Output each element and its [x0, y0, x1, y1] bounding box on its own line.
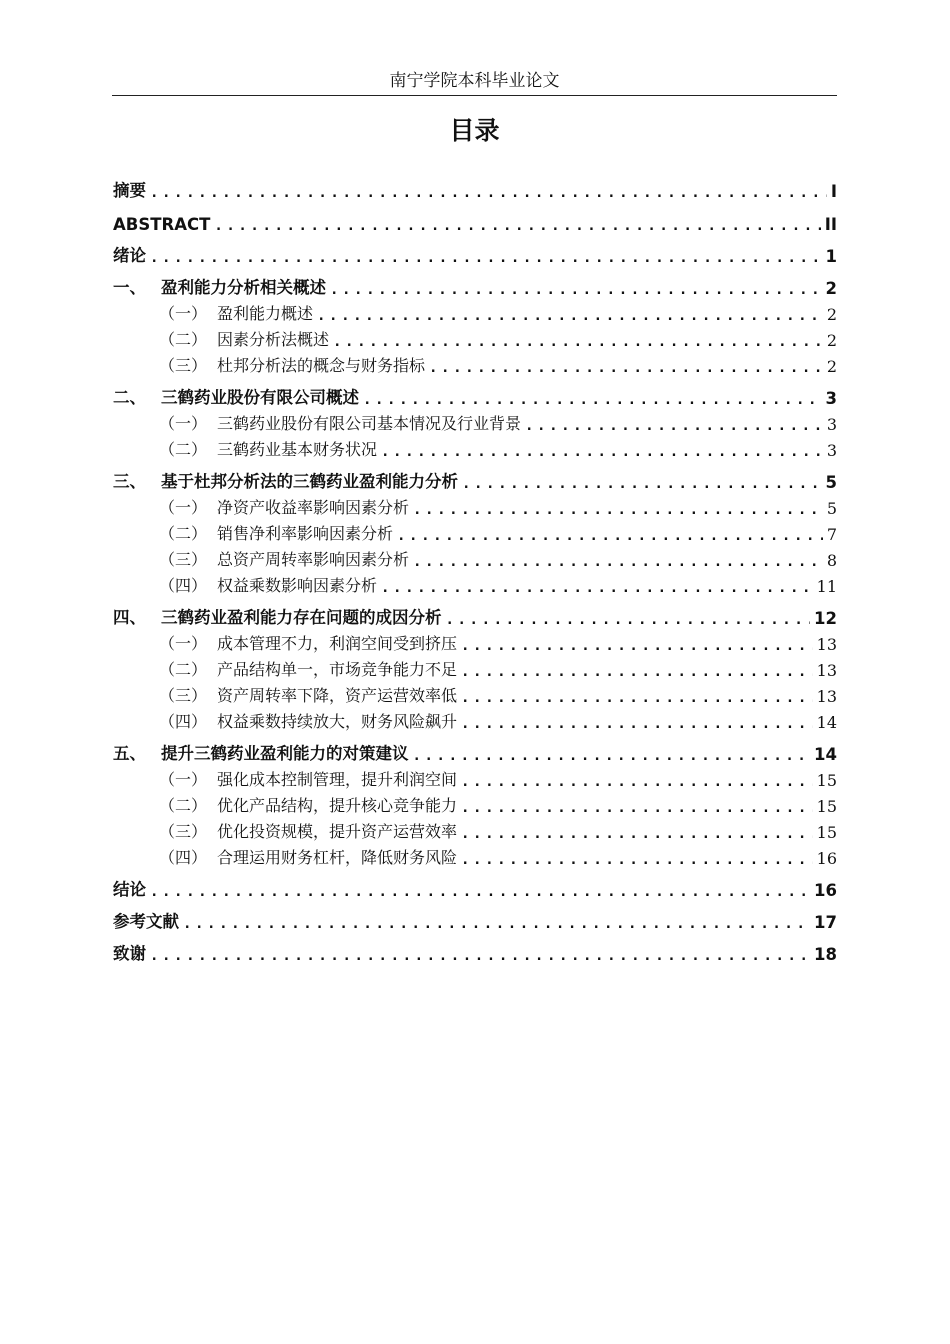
toc-entry-number: （三） — [159, 550, 208, 569]
toc-entry[interactable] — [113, 177, 837, 201]
toc-entry-number: 二、 — [113, 388, 146, 407]
toc-entry-number: （三） — [159, 356, 208, 375]
toc-entry-number: （三） — [159, 686, 208, 705]
toc-entry-number: （四） — [159, 576, 208, 595]
toc-entry-label: 产品结构单一，市场竞争能力不足 — [217, 660, 458, 679]
toc-entry[interactable] — [113, 520, 837, 544]
toc-dot-leader — [446, 612, 811, 628]
toc-dot-leader — [461, 800, 813, 816]
toc-dot-leader — [150, 185, 827, 201]
toc-entry-number: （一） — [159, 414, 208, 433]
toc-dot-leader — [363, 392, 822, 408]
toc-entry-label: 资产周转率下降，资产运营效率低 — [217, 686, 458, 705]
toc-entry-page-number: 11 — [816, 577, 837, 596]
toc-dot-leader — [413, 502, 823, 518]
toc-dot-leader — [150, 250, 822, 266]
toc-entry-number: 五、 — [113, 744, 146, 763]
toc-entry[interactable] — [113, 656, 837, 680]
toc-entry-page-number: 17 — [814, 913, 837, 932]
toc-dot-leader — [461, 852, 813, 868]
toc-entry-label: 杜邦分析法的概念与财务指标 — [217, 356, 426, 375]
toc-entry-page-number: 16 — [816, 849, 837, 868]
toc-entry-page-number: II — [824, 215, 837, 234]
toc-entry[interactable] — [113, 740, 837, 764]
toc-dot-leader — [397, 528, 823, 544]
toc-dot-leader — [333, 334, 823, 350]
toc-entry-number: （三） — [159, 822, 208, 841]
toc-entry-number: 四、 — [113, 608, 146, 627]
toc-entry-page-number: 8 — [826, 551, 837, 570]
toc-entry-page-number: 3 — [826, 415, 837, 434]
toc-entry-number: （二） — [159, 440, 208, 459]
toc-entry-label: 提升三鹤药业盈利能力的对策建议 — [161, 744, 409, 763]
toc-entry-label: 总资产周转率影响因素分析 — [217, 550, 410, 569]
toc-entry[interactable] — [113, 436, 837, 460]
toc-dot-leader — [381, 580, 813, 596]
toc-entry-number: （一） — [159, 304, 208, 323]
toc-entry-page-number: 16 — [814, 881, 837, 900]
toc-entry[interactable] — [113, 766, 837, 790]
toc-dot-leader — [461, 638, 813, 654]
page-header: 南宁学院本科毕业论文 — [112, 70, 837, 96]
toc-entry-page-number: 15 — [816, 771, 837, 790]
toc-entry-label: 盈利能力概述 — [217, 304, 314, 323]
toc-entry-number: （一） — [159, 498, 208, 517]
toc-entry[interactable] — [113, 792, 837, 816]
toc-entry-number: 一、 — [113, 278, 146, 297]
toc-dot-leader — [461, 774, 813, 790]
toc-entry-number: （二） — [159, 524, 208, 543]
toc-entry[interactable] — [113, 844, 837, 868]
toc-entry[interactable] — [113, 242, 837, 266]
toc-entry-page-number: 15 — [816, 797, 837, 816]
toc-entry-page-number: 2 — [826, 357, 837, 376]
toc-entry-label: 基于杜邦分析法的三鹤药业盈利能力分析 — [161, 472, 458, 491]
toc-entry-number: （二） — [159, 330, 208, 349]
toc-entry[interactable] — [113, 876, 837, 900]
toc-entry-label: 摘要 — [113, 181, 146, 200]
toc-entry[interactable] — [113, 274, 837, 298]
toc-entry-number: （四） — [159, 712, 208, 731]
toc-entry[interactable] — [113, 384, 837, 408]
toc-entry-label: 绪论 — [113, 246, 146, 265]
toc-title: 目录 — [449, 116, 500, 145]
toc-dot-leader — [462, 476, 822, 492]
toc-entry-label: 盈利能力分析相关概述 — [161, 278, 326, 297]
toc-entry-label: 三鹤药业盈利能力存在问题的成因分析 — [161, 608, 442, 627]
toc-dot-leader — [429, 360, 823, 376]
toc-entry-page-number: 1 — [825, 247, 837, 266]
toc-entry-page-number: 2 — [826, 331, 837, 350]
toc-entry-label: 优化产品结构，提升核心竞争能力 — [217, 796, 458, 815]
toc-dot-leader — [413, 748, 811, 764]
toc-dot-leader — [214, 218, 820, 234]
toc-entry[interactable] — [113, 468, 837, 492]
toc-entry-label: 因素分析法概述 — [217, 330, 330, 349]
toc-entry-number: （二） — [159, 660, 208, 679]
toc-entry[interactable] — [113, 410, 837, 434]
toc-entry-page-number: 3 — [825, 389, 837, 408]
toc-entry[interactable] — [113, 300, 837, 324]
toc-entry-page-number: 2 — [826, 305, 837, 324]
toc-entry-page-number: 14 — [816, 713, 837, 732]
toc-entry-label: 参考文献 — [113, 912, 179, 931]
toc-entry-number: （一） — [159, 634, 208, 653]
toc-entry-page-number: 12 — [814, 609, 837, 628]
toc-entry-label: 三鹤药业股份有限公司概述 — [161, 388, 359, 407]
toc-entry-page-number: 3 — [826, 441, 837, 460]
toc-entry-page-number: 2 — [825, 279, 837, 298]
toc-entry-page-number: 13 — [816, 635, 837, 654]
toc-entry-label: ABSTRACT — [113, 215, 211, 234]
toc-entry-page-number: 18 — [814, 945, 837, 964]
toc-entry-page-number: 13 — [816, 661, 837, 680]
toc-dot-leader — [461, 826, 813, 842]
toc-dot-leader — [413, 554, 823, 570]
toc-entry[interactable] — [113, 210, 837, 234]
toc-entry-number: 三、 — [113, 472, 146, 491]
toc-entry-page-number: 14 — [814, 745, 837, 764]
toc-entry-page-number: I — [830, 182, 837, 201]
toc-entry[interactable] — [113, 572, 837, 596]
toc-entry-label: 销售净利率影响因素分析 — [217, 524, 394, 543]
toc-entry-number: （二） — [159, 796, 208, 815]
toc-entry[interactable] — [113, 352, 837, 376]
toc-entry-number: （四） — [159, 848, 208, 867]
toc-entry-label: 合理运用财务杠杆，降低财务风险 — [217, 848, 458, 867]
toc-entry-number: （一） — [159, 770, 208, 789]
toc-dot-leader — [381, 444, 823, 460]
toc-dot-leader — [461, 716, 813, 732]
toc-entry-label: 致谢 — [113, 944, 146, 963]
toc-entry[interactable] — [113, 682, 837, 706]
toc-entry-label: 三鹤药业股份有限公司基本情况及行业背景 — [217, 414, 522, 433]
toc-dot-leader — [317, 308, 823, 324]
toc-entry-label: 成本管理不力，利润空间受到挤压 — [217, 634, 458, 653]
toc-entry-page-number: 15 — [816, 823, 837, 842]
toc-entry[interactable] — [113, 326, 837, 350]
toc-entry-label: 权益乘数影响因素分析 — [217, 576, 378, 595]
toc-dot-leader — [461, 690, 813, 706]
toc-entry-page-number: 7 — [826, 525, 837, 544]
toc-entry-page-number: 13 — [816, 687, 837, 706]
toc-entry-page-number: 5 — [825, 473, 837, 492]
toc-entry[interactable] — [113, 708, 837, 732]
toc-dot-leader — [461, 664, 813, 680]
toc-entry-label: 结论 — [113, 880, 146, 899]
toc-dot-leader — [330, 282, 822, 298]
toc-entry[interactable] — [113, 818, 837, 842]
toc-entry[interactable] — [113, 940, 837, 964]
toc-entry-label: 权益乘数持续放大，财务风险飙升 — [217, 712, 458, 731]
toc-entry[interactable] — [113, 908, 837, 932]
toc-dot-leader — [150, 884, 810, 900]
toc-entry-page-number: 5 — [826, 499, 837, 518]
toc-dot-leader — [150, 948, 810, 964]
toc-dot-leader — [525, 418, 823, 434]
toc-entry[interactable] — [113, 494, 837, 518]
toc-entry-label: 净资产收益率影响因素分析 — [217, 498, 410, 517]
toc-entry-label: 三鹤药业基本财务状况 — [217, 440, 378, 459]
toc-entry[interactable] — [113, 604, 837, 628]
toc-entry-label: 优化投资规模，提升资产运营效率 — [217, 822, 458, 841]
toc-dot-leader — [183, 916, 810, 932]
toc-entry[interactable] — [113, 546, 837, 570]
toc-entry[interactable] — [113, 630, 837, 654]
toc-entry-label: 强化成本控制管理，提升利润空间 — [217, 770, 458, 789]
